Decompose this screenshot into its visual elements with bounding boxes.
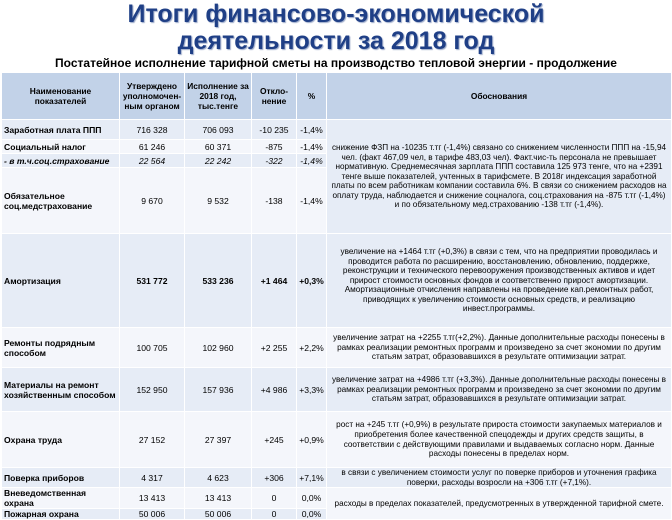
row-name: Поверка приборов: [2, 468, 120, 488]
row-percent: +7,1%: [297, 468, 327, 488]
row-justification: рост на +245 т.тг (+0,9%) в результате прироста стоимости закупаемых материалов и приобретения более качественной спецодежды и других средств защиты, в соответствии с действующими правилами и выдаваемых согласно норм. Данные расходы понесены в пределах норм.: [327, 412, 672, 468]
row-deviation: +4 986: [252, 368, 297, 412]
row-percent: -1,4%: [297, 168, 327, 234]
row-approved: 716 328: [120, 120, 185, 140]
table-row: [2, 120, 672, 140]
row-deviation: 0: [252, 509, 297, 520]
row-approved: 27 152: [120, 412, 185, 468]
row-approved: 13 413: [120, 488, 185, 509]
row-executed: 102 960: [185, 328, 252, 368]
table-row: [2, 328, 672, 368]
row-deviation: 0: [252, 488, 297, 509]
row-name: Материалы на ремонт хозяйственным способом: [2, 368, 120, 412]
header-justification: Обоснования: [327, 73, 672, 120]
row-approved: 531 772: [120, 234, 185, 328]
header-name: Наименование показателей: [2, 73, 120, 120]
row-executed: 533 236: [185, 234, 252, 328]
table-row: [2, 488, 672, 509]
row-name: - в т.ч.соц.страхование: [2, 154, 120, 168]
row-executed: 50 006: [185, 509, 252, 520]
row-percent: +2,2%: [297, 328, 327, 368]
table-row: [2, 412, 672, 468]
row-name: Вневедомственная охрана: [2, 488, 120, 509]
row-deviation: -138: [252, 168, 297, 234]
row-percent: +0,3%: [297, 234, 327, 328]
table-row: [2, 468, 672, 488]
row-name: Обязательное соц.медстрахование: [2, 168, 120, 234]
table-row: [2, 234, 672, 328]
row-name: Социальный налог: [2, 140, 120, 154]
table-header-row: [2, 73, 672, 120]
row-name: Ремонты подрядным способом: [2, 328, 120, 368]
header-deviation: Откло-нение: [252, 73, 297, 120]
row-executed: 27 397: [185, 412, 252, 468]
row-executed: 9 532: [185, 168, 252, 234]
row-percent: -1,4%: [297, 120, 327, 140]
header-approved: Утверждено уполномочен-ным органом: [120, 73, 185, 120]
row-approved: 9 670: [120, 168, 185, 234]
header-executed: Исполнение за 2018 год, тыс.тенге: [185, 73, 252, 120]
table-row: [2, 368, 672, 412]
row-deviation: +1 464: [252, 234, 297, 328]
row-percent: +3,3%: [297, 368, 327, 412]
row-approved: 100 705: [120, 328, 185, 368]
row-justification: снижение ФЗП на -10235 т.тг (-1,4%) связано со снижением численности ППП на -15,94 чел. (факт 467,09 чел, в тарифе 483,03 чел). Факт.чис-ть персонала не превышает нормативную. Среднемесячная зарплата ППП составила 125 973 тенге, что на +2391 тенге выше показателей, учтенных в тарифсмете. В 2018г индексация заработной платы по всем работникам компании составила 6%. В связи со снижением расходов на оплату труда, наблюдается и снижение соцналога, соц.страхования на -875 т.тг (-1,4%) и по обязательному мед.страхованию -138 т.тг (-1,4%).: [327, 120, 672, 234]
row-approved: 50 006: [120, 509, 185, 520]
row-deviation: -10 235: [252, 120, 297, 140]
row-percent: 0,0%: [297, 488, 327, 509]
row-percent: -1,4%: [297, 140, 327, 154]
row-executed: 157 936: [185, 368, 252, 412]
row-percent: +0,9%: [297, 412, 327, 468]
row-executed: 4 623: [185, 468, 252, 488]
row-name: Заработная плата ППП: [2, 120, 120, 140]
row-justification: в связи с увеличением стоимости услуг по поверке приборов и уточнения графика поверки, расходы возросли на +306 т.тг (+7,1%).: [327, 468, 672, 488]
header-percent: %: [297, 73, 327, 120]
row-deviation: +2 255: [252, 328, 297, 368]
tariff-table: [1, 72, 672, 520]
row-approved: 61 246: [120, 140, 185, 154]
title-line-2: деятельности за 2018 год: [177, 27, 495, 55]
row-justification: увеличение затрат на +4986 т.тг (+3,3%). Данные дополнительные расходы понесены в рамках реализации ремонтных программ и произведено за счет экономии по другим статьям затрат, образовавшихся в результате оптимизации затрат.: [327, 368, 672, 412]
row-name: Амортизация: [2, 234, 120, 328]
row-justification: увеличение на +1464 т.тг (+0,3%) в связи с тем, что на предприятии проводилась и проводится работа по расширению, восстановлению, обновлению, поддержке, реконструкции и технического перевооружения производственных активов и идет прирост стоимости основных фондов и соответственно прирост амортизации. Амортизационные отчисления направлены на проведение кап.ремонтных работ, приводящих к увеличению стоимости основных средств, и реализацию инвест.программы.: [327, 234, 672, 328]
row-percent: 0,0%: [297, 509, 327, 520]
row-justification: расходы в пределах показателей, предусмотренных в утвержденной тарифной смете.: [327, 488, 672, 520]
row-executed: 706 093: [185, 120, 252, 140]
row-executed: 22 242: [185, 154, 252, 168]
row-deviation: +245: [252, 412, 297, 468]
row-approved: 4 317: [120, 468, 185, 488]
row-name: Охрана труда: [2, 412, 120, 468]
row-deviation: -322: [252, 154, 297, 168]
row-approved: 152 950: [120, 368, 185, 412]
title-line-1: Итоги финансово-экономической: [127, 0, 545, 28]
row-executed: 13 413: [185, 488, 252, 509]
row-name: Пожарная охрана: [2, 509, 120, 520]
slide-subtitle: Постатейное исполнение тарифной сметы на производство тепловой энергии - продолжение: [55, 56, 617, 70]
row-deviation: +306: [252, 468, 297, 488]
row-executed: 60 371: [185, 140, 252, 154]
row-deviation: -875: [252, 140, 297, 154]
row-approved: 22 564: [120, 154, 185, 168]
row-percent: -1,4%: [297, 154, 327, 168]
row-justification: увеличение затрат на +2255 т.тг(+2,2%). Данные дополнительные расходы понесены в рамках реализации ремонтных программ и произведено за счет экономии по другим статьям затрат, образовавшихся в результате оптимизации затрат.: [327, 328, 672, 368]
